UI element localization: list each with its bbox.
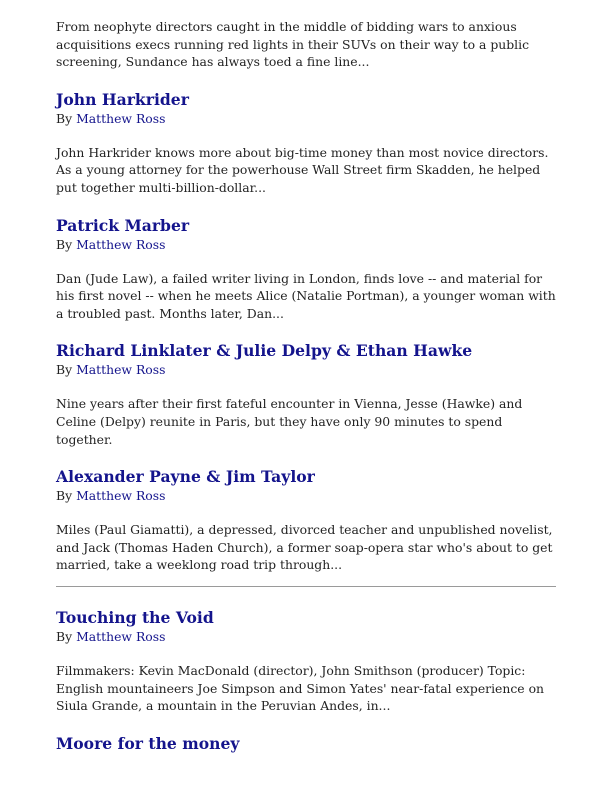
article-title-link[interactable]: Touching the Void: [56, 607, 214, 627]
article-excerpt: Nine years after their first fateful encounter in Vienna, Jesse (Hawke) and Celine (Delpy) reunite in Paris, but they have only 90 minutes to spend together.: [56, 396, 523, 447]
byline: [56, 361, 556, 379]
byline-prefix: By: [56, 628, 73, 644]
article-item: [56, 733, 556, 754]
author-link[interactable]: Matthew Ross: [76, 236, 166, 252]
author-link[interactable]: Matthew Ross: [76, 628, 166, 644]
article-title-link[interactable]: John Harkrider: [56, 89, 189, 109]
byline-prefix: By: [56, 236, 73, 252]
article-title-link[interactable]: Moore for the money: [56, 733, 240, 753]
article-title-link[interactable]: Richard Linklater & Julie Delpy & Ethan Hawke: [56, 341, 473, 361]
byline: [56, 628, 556, 646]
author-link[interactable]: Matthew Ross: [76, 362, 166, 378]
article-title-link[interactable]: Alexander Payne & Jim Taylor: [56, 467, 315, 487]
article-item: [56, 340, 556, 448]
byline-prefix: By: [56, 362, 73, 378]
article-list: [56, 18, 556, 754]
article-item: [56, 215, 556, 323]
byline: [56, 236, 556, 254]
article-excerpt: Dan (Jude Law), a failed writer living in London, finds love -- and material for his first novel -- when he meets Alice (Natalie Portman), a younger woman with a troubled past. Months later, Dan...: [56, 270, 556, 321]
author-link[interactable]: Matthew Ross: [76, 110, 166, 126]
article-excerpt: John Harkrider knows more about big-time money than most novice directors. As a young attorney for the powerhouse Wall Street firm Skadden, he helped put together multi-billion-dollar...: [56, 144, 549, 195]
article-item: [56, 466, 556, 574]
byline: [56, 110, 556, 128]
article-excerpt: Filmmakers: Kevin MacDonald (director), John Smithson (producer) Topic: English mountaineers Joe Simpson and Simon Yates' near-fatal experience on Siula Grande, a mountain in the Peruvian Andes, in...: [56, 662, 545, 714]
author-link[interactable]: Matthew Ross: [76, 488, 166, 504]
byline: [56, 487, 556, 505]
article-title-link[interactable]: Patrick Marber: [56, 215, 190, 235]
section-divider: [56, 586, 556, 587]
byline-prefix: By: [56, 488, 73, 504]
article-item: [56, 607, 556, 715]
byline-prefix: By: [56, 110, 73, 126]
article-excerpt: Miles (Paul Giamatti), a depressed, divorced teacher and unpublished novelist, and Jack (Thomas Haden Church), a former soap-opera star who's about to get married, take a weeklong road trip through...: [56, 522, 553, 573]
intro-excerpt: From neophyte directors caught in the middle of bidding wars to anxious acquisitions execs running red lights in their SUVs on their way to a public screening, Sundance has always toed a fine line...: [56, 19, 530, 70]
article-item: [56, 89, 556, 197]
